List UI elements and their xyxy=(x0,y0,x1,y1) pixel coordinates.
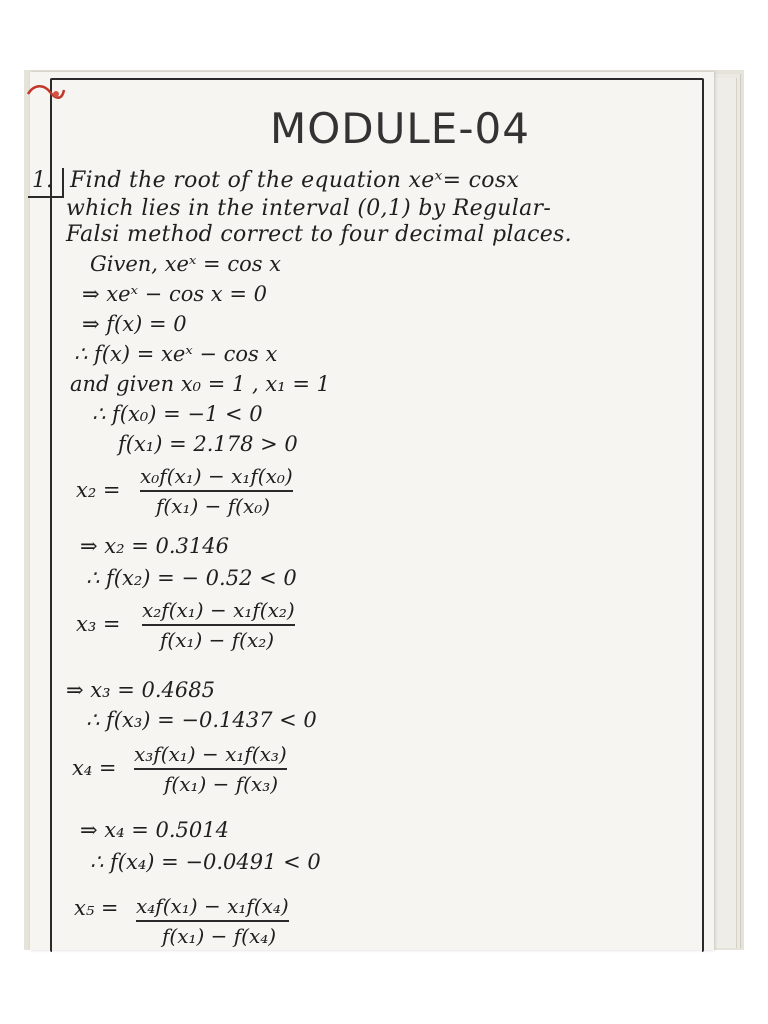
f-value-line: ∴ f(x₂) = − 0.52 < 0 xyxy=(86,566,297,590)
formula-fraction xyxy=(134,742,287,796)
fraction-bar xyxy=(140,490,293,492)
solution-step: and given x₀ = 1 , x₁ = 1 xyxy=(70,372,330,396)
fraction-bar xyxy=(134,768,287,770)
f-value-line: ∴ f(x₃) = −0.1437 < 0 xyxy=(86,708,317,732)
formula-fraction xyxy=(136,894,289,948)
question-line: which lies in the interval (0,1) by Regular- xyxy=(66,196,552,221)
question-line: Falsi method correct to four decimal places. xyxy=(66,222,572,247)
fraction-numerator: x₃f(x₁) − x₁f(x₃) xyxy=(134,742,287,766)
solution-step: ∴ f(x) = xeˣ − cos x xyxy=(74,342,278,366)
formula-lhs: x₄ = xyxy=(72,756,117,780)
fraction-denominator: f(x₁) − f(x₄) xyxy=(162,924,277,948)
solution-step: ⇒ f(x) = 0 xyxy=(82,312,187,336)
question-line: Find the root of the equation xeˣ= cosx xyxy=(70,168,520,193)
question-number: 1. xyxy=(32,168,53,193)
fraction-denominator: f(x₁) − f(x₂) xyxy=(160,628,275,652)
fraction-numerator: x₂f(x₁) − x₁f(x₂) xyxy=(142,598,295,622)
fraction-denominator: f(x₁) − f(x₃) xyxy=(164,772,279,796)
formula-lhs: x₃ = xyxy=(76,612,121,636)
result-line: ⇒ x₂ = 0.3146 xyxy=(80,534,229,558)
fraction-bar xyxy=(136,920,289,922)
solution-step: ⇒ xeˣ − cos x = 0 xyxy=(82,282,267,306)
formula-lhs: x₂ = xyxy=(76,478,121,502)
solution-step: Given, xeˣ = cos x xyxy=(90,252,282,276)
fraction-numerator: x₀f(x₁) − x₁f(x₀) xyxy=(140,464,293,488)
fraction-bar xyxy=(142,624,295,626)
fraction-denominator: f(x₁) − f(x₀) xyxy=(156,494,271,518)
solution-step: ∴ f(x₀) = −1 < 0 xyxy=(92,402,263,426)
formula-lhs: x₅ = xyxy=(74,896,119,920)
solution-step: f(x₁) = 2.178 > 0 xyxy=(118,432,298,456)
result-line: ⇒ x₄ = 0.5014 xyxy=(80,818,229,842)
f-value-line: ∴ f(x₄) = −0.0491 < 0 xyxy=(90,850,321,874)
fraction-numerator: x₄f(x₁) − x₁f(x₄) xyxy=(136,894,289,918)
formula-fraction xyxy=(142,598,295,652)
result-line: ⇒ x₃ = 0.4685 xyxy=(66,678,215,702)
binding-thread-icon xyxy=(26,80,66,106)
page-title: MODULE-04 xyxy=(270,104,530,153)
formula-fraction xyxy=(140,464,293,518)
